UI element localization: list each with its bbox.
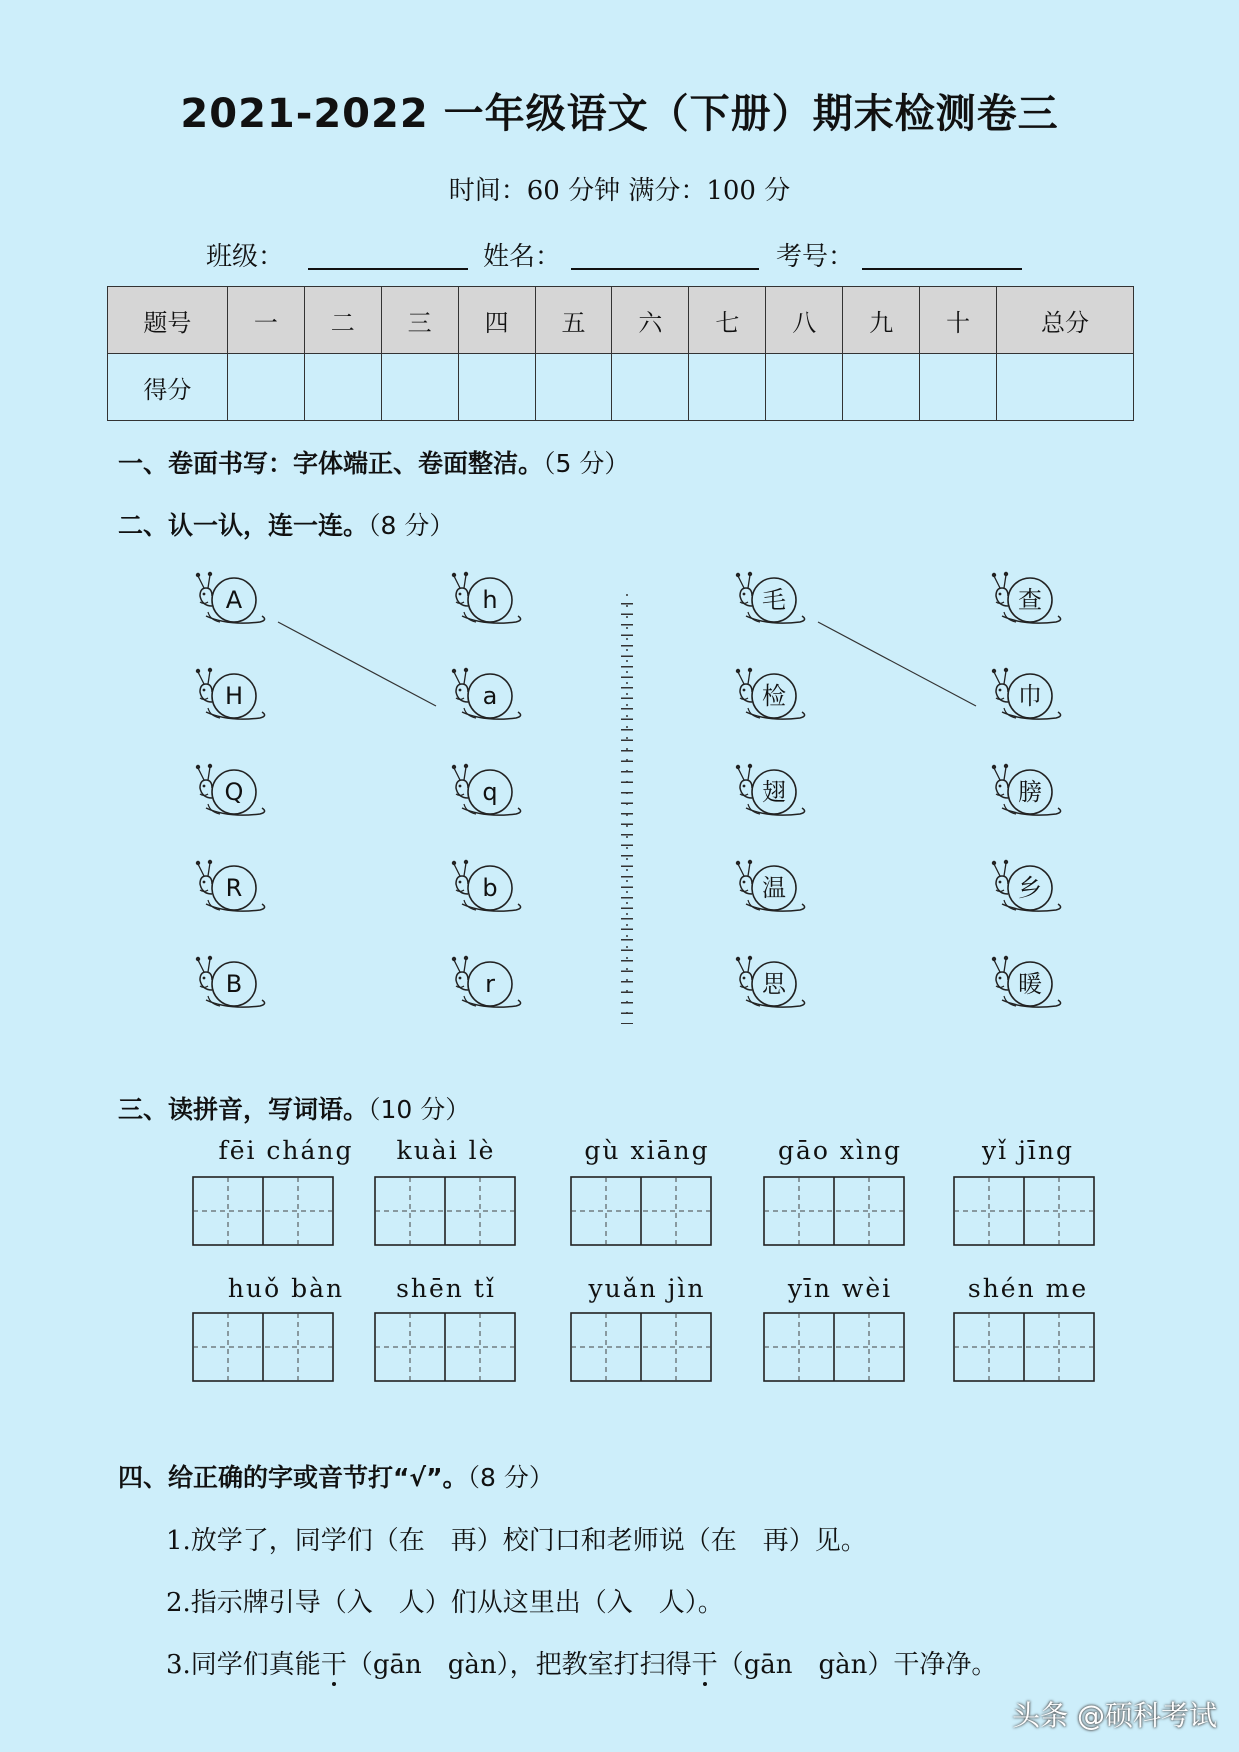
header-cell: 五 [535, 287, 612, 354]
snail-character: 翅 [762, 778, 786, 806]
section-1-title: 一、卷面书写：字体端正、卷面整洁。 [118, 449, 544, 478]
snail-item[interactable] [984, 950, 1074, 1020]
snail-character: 温 [762, 874, 786, 902]
section-4-title: 四、给正确的字或音节打“√”。 [118, 1463, 468, 1492]
snail-character: h [482, 586, 498, 614]
snail-character: b [482, 874, 498, 902]
snail-character: 暖 [1018, 970, 1042, 998]
snail-character: r [485, 970, 495, 998]
header-cell: 十 [920, 287, 997, 354]
snail-character: 查 [1018, 586, 1042, 614]
snail-character: 检 [762, 682, 786, 710]
tian-grid-box[interactable] [192, 1176, 334, 1246]
snail-item[interactable] [444, 950, 534, 1020]
snail-character: B [225, 970, 243, 998]
header-cell: 九 [843, 287, 920, 354]
header-cell: 七 [689, 287, 766, 354]
snail-character: 巾 [1018, 682, 1042, 710]
snail-character: q [482, 778, 498, 806]
snail-item[interactable] [728, 662, 818, 732]
tian-grid-box[interactable] [374, 1312, 516, 1382]
snail-character: a [482, 682, 498, 710]
class-label: 班级： [206, 242, 285, 272]
exam-time-score: 时间：60 分钟 满分：100 分 [448, 176, 791, 206]
snail-character: 乡 [1018, 874, 1042, 902]
sample-match-line-left [278, 622, 436, 706]
header-cell: 三 [381, 287, 458, 354]
tian-grid-box[interactable] [953, 1312, 1095, 1382]
header-cell: 总分 [997, 287, 1134, 354]
snail-item[interactable] [728, 950, 818, 1020]
snail-item[interactable] [984, 758, 1074, 828]
pinyin-label: gù xiāng [584, 1136, 710, 1165]
snail-item[interactable] [444, 566, 534, 636]
header-cell: 六 [612, 287, 689, 354]
section-1-points: （5 分） [543, 449, 630, 478]
snail-item[interactable] [188, 758, 278, 828]
snail-character: 思 [762, 970, 786, 998]
snail-item[interactable] [444, 854, 534, 924]
section-3-points: （10 分） [368, 1095, 471, 1124]
pinyin-label: yīn wèi [787, 1274, 893, 1303]
snail-item[interactable] [444, 662, 534, 732]
pinyin-label: kuài lè [396, 1136, 496, 1165]
section-2-title: 二、认一认，连一连。 [118, 511, 369, 540]
question-4-3 [166, 1644, 997, 1681]
tian-grid-box[interactable] [192, 1312, 334, 1382]
snail-item[interactable] [728, 758, 818, 828]
section-3-title: 三、读拼音，写词语。 [118, 1095, 369, 1124]
page-title: 2021-2022 一年级语文（下册）期末检测卷三 [180, 91, 1059, 137]
pinyin-label: gāo xìng [777, 1136, 903, 1165]
snail-item[interactable] [444, 758, 534, 828]
pinyin-label: shén me [967, 1274, 1089, 1303]
snail-item[interactable] [188, 662, 278, 732]
q3-part-a: 3.同学们真能 [166, 1650, 321, 1680]
section-2-points: （8 分） [368, 511, 455, 540]
tian-grid-box[interactable] [374, 1176, 516, 1246]
score-row-label: 得分 [108, 354, 228, 421]
header-cell: 四 [458, 287, 535, 354]
snail-item[interactable] [984, 662, 1074, 732]
q3-dotted-char: 干 [320, 1650, 347, 1680]
section-4-heading [118, 1458, 554, 1494]
snail-character: 膀 [1018, 778, 1042, 806]
section-3-heading [118, 1090, 470, 1126]
snail-item[interactable] [188, 854, 278, 924]
q3-dotted-char: 干 [691, 1650, 718, 1680]
header-cell: 八 [766, 287, 843, 354]
snail-item[interactable] [984, 854, 1074, 924]
snail-item[interactable] [984, 566, 1074, 636]
snail-item[interactable] [188, 566, 278, 636]
snail-item[interactable] [188, 950, 278, 1020]
snail-character: H [224, 682, 244, 710]
tian-grid-box[interactable] [570, 1176, 712, 1246]
watermark: 头条 @硕科考试 [1012, 1699, 1217, 1732]
q3-part-e: （gān gàn）干净净。 [717, 1650, 998, 1680]
sample-match-line-right [818, 622, 976, 706]
center-divider-ticks [621, 594, 633, 1024]
snail-item[interactable] [728, 854, 818, 924]
name-label: 姓名： [483, 242, 562, 272]
tian-grid-box[interactable] [763, 1176, 905, 1246]
snail-character: Q [224, 778, 244, 806]
pinyin-label: fēi cháng [218, 1136, 354, 1165]
header-cell: 二 [304, 287, 381, 354]
pinyin-label: yǐ jīng [982, 1136, 1074, 1165]
pinyin-label: shēn tǐ [396, 1274, 496, 1303]
snail-character: 毛 [762, 586, 786, 614]
tian-grid-box[interactable] [570, 1312, 712, 1382]
snail-character: A [225, 586, 243, 614]
pinyin-label: huǒ bàn [227, 1274, 345, 1303]
header-cell: 题号 [108, 287, 228, 354]
tian-grid-box[interactable] [953, 1176, 1095, 1246]
header-cell: 一 [227, 287, 304, 354]
section-4-points: （8 分） [467, 1463, 554, 1492]
question-4-2: 2.指示牌引导（入 人）们从这里出（入 人）。 [166, 1588, 724, 1618]
number-label: 考号： [776, 242, 855, 272]
tian-grid-box[interactable] [763, 1312, 905, 1382]
q3-part-c: （gān gàn），把教室打扫得 [346, 1650, 692, 1680]
snail-item[interactable] [728, 566, 818, 636]
question-4-1: 1.放学了，同学们（在 再）校门口和老师说（在 再）见。 [166, 1526, 867, 1556]
pinyin-label: yuǎn jìn [588, 1274, 706, 1303]
snail-character: R [225, 874, 243, 902]
